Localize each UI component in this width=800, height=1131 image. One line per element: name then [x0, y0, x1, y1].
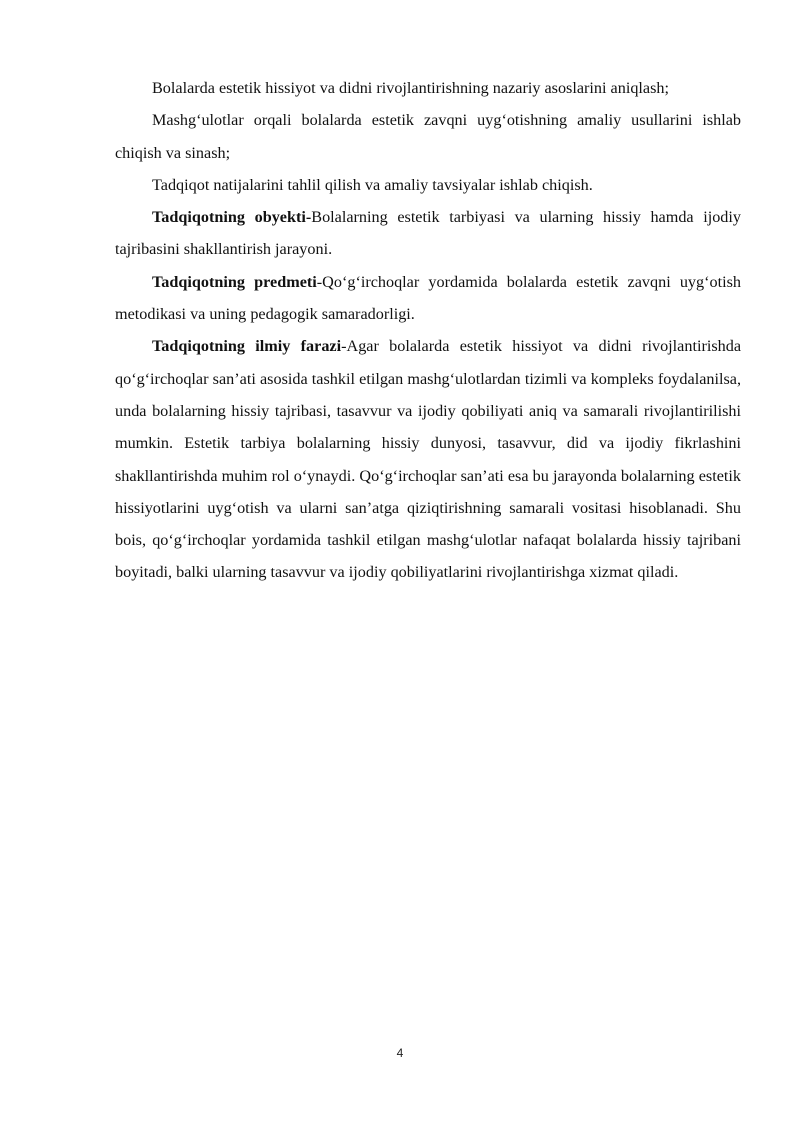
research-hypothesis-text: -Agar bolalarda estetik hissiyot va didni rivojlantirishda qo‘g‘irchoqlar san’ati asosida tashkil etilgan mashg‘ulotlardan tizimli va kompleks foydalanilsa, unda bolalarning hissiy tajribasi, tasavvur va ijodiy qobiliyati aniq va samarali rivojlantirilishi mumkin. Estetik tarbiya bolalarning hissiy dunyosi, tasavvur, did va ijodiy fikrlashini shakllantirishda muhim rol o‘ynaydi. Qo‘g‘irchoqlar san’ati esa bu jarayonda bolalarning estetik hissiyotlarini uyg‘otish va ularni san’atga qiziqtirishning samarali vositasi hisoblanadi. Shu bois, qo‘g‘irchoqlar yordamida tashkil etilgan mashg‘ulotlar nafaqat bolalarda hissiy tajribani boyitadi, balki ularning tasavvur va ijodiy qobiliyatlarini rivojlantirishga xizmat qiladi. — [115, 337, 741, 582]
paragraph-task-analysis — [115, 169, 741, 201]
paragraph-research-object — [115, 201, 741, 266]
page-number: 4 — [396, 1046, 404, 1060]
research-object-text: Bolalarning estetik tarbiyasi va ularning hissiy hamda ijodiy tajribasini shakllantirish jarayoni. — [115, 208, 741, 259]
research-subject-term: Tadqiqotning predmeti — [152, 272, 317, 291]
paragraph-text: Mashg‘ulotlar orqali bolalarda estetik zavqni uyg‘otishning amaliy usullarini ishlab chiqish va sinash; — [115, 111, 741, 162]
paragraph-task-theory — [115, 72, 741, 104]
research-subject-text: -Qo‘g‘irchoqlar yordamida bolalarda estetik zavqni uyg‘otish metodikasi va uning pedagogik samaradorligi. — [115, 272, 741, 324]
paragraph-text: Tadqiqot natijalarini tahlil qilish va amaliy tavsiyalar ishlab chiqish. — [152, 175, 593, 194]
paragraph-research-hypothesis — [115, 330, 741, 588]
research-hypothesis-term: Tadqiqotning ilmiy farazi — [152, 337, 342, 356]
research-object-term: Tadqiqotning obyekti- — [152, 208, 312, 227]
document-body — [115, 72, 741, 589]
paragraph-research-subject — [115, 266, 741, 331]
paragraph-text: Bolalarda estetik hissiyot va didni rivojlantirishning nazariy asoslarini aniqlash; — [152, 79, 669, 97]
paragraph-task-methods — [115, 104, 741, 169]
